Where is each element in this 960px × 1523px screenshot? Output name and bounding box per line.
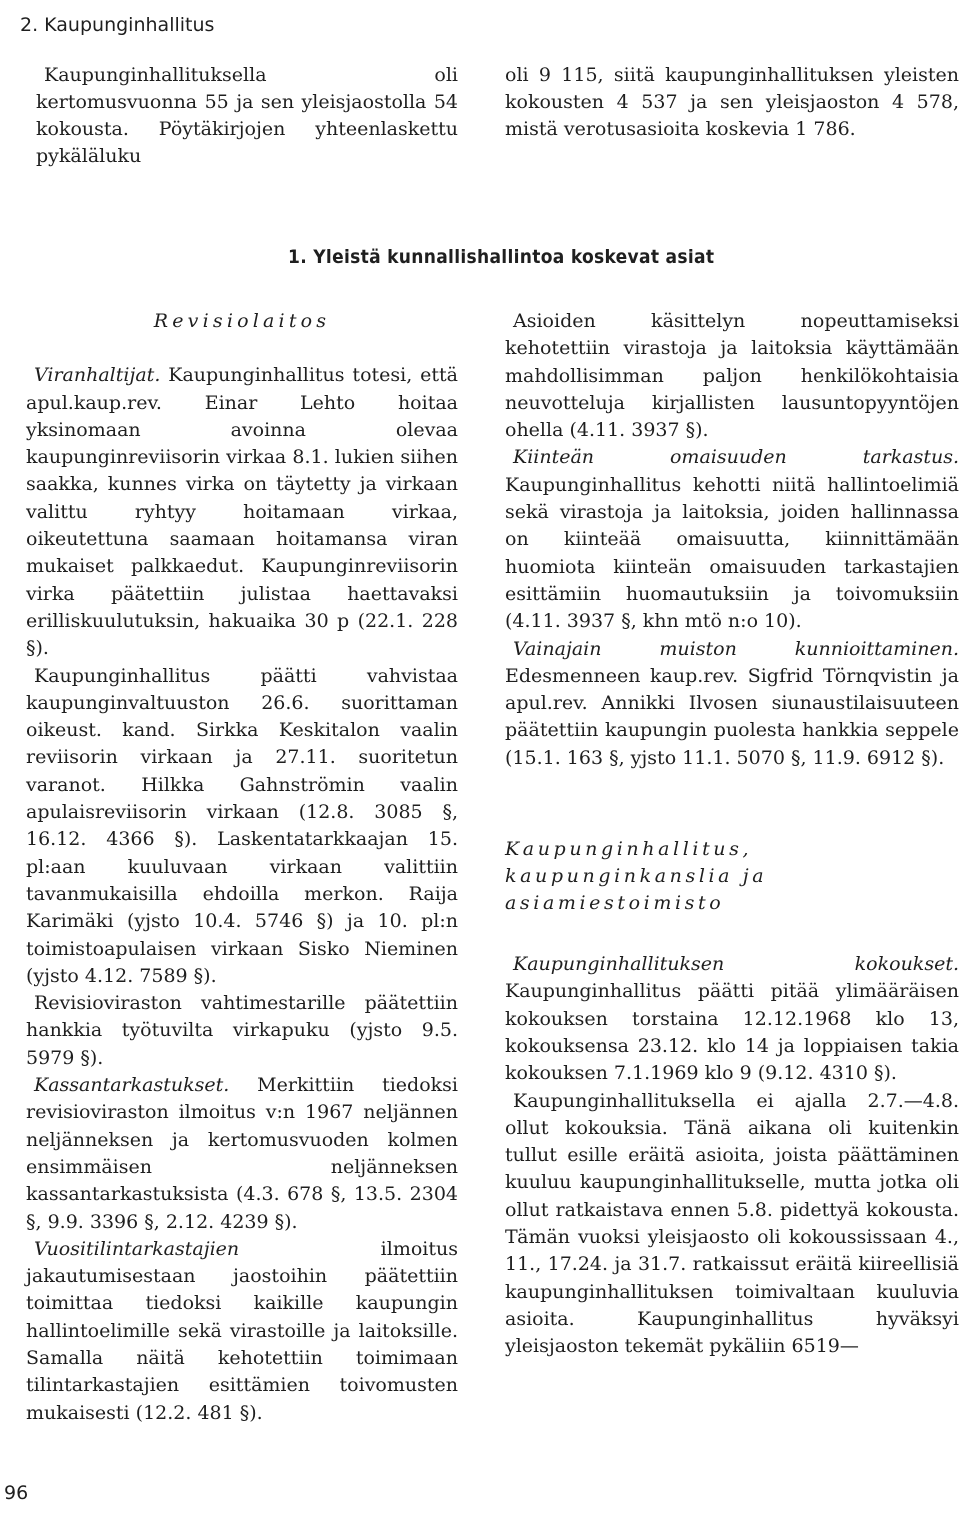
paragraph-vuositilintarkastajat <box>26 1236 458 1427</box>
paragraph-kesakokoukset: Kaupunginhallituksella ei ajalla 2.7.—4.8. ollut kokouksia. Tänä aikana oli kuitenkin tullut esille eräitä asioita, joista päättäminen kuuluu kaupunginhallitukselle, mutta jotka oli ollut ratkaistava ennen 5.8. pidettyä kokousta. Tämän vuoksi yleisjaosto oli kokoussissaan 4., 11., 17.24. ja 31.7. ratkaissut eräitä kiireellisiä kaupunginhallituksen toimivaltaan kuuluvia asioita. Kaupunginhallitus hyväksyi yleisjaoston tekemät pykäliin 6519— <box>505 1089 959 1358</box>
lead-vainajain-muisto: Vainajain muiston kunnioittaminen. <box>513 637 959 660</box>
text-vainajain-muisto: Edesmenneen kaup.rev. Sigfrid Törnqvistin ja apul.rev. Annikki Ilvosen siunaustilaisuuteen päätettiin kaupungin puolesta hankkia seppele (15.1. 163 §, yjsto 11.1. 5070 §, 11.9. 6912 §). <box>505 664 959 769</box>
text-vuositilintarkastajat: ilmoitus jakautumisestaan jaostoihin päätettiin toimittaa tiedoksi kaikille kaupungin hallintoelimille sekä virastoille ja laitoksille. Samalla näitä kehotettiin toimimaan tilintarkastajien esittämien toivomusten mukaisesti (12.2. 481 §). <box>26 1237 458 1424</box>
lead-kiintean-omaisuuden-tarkastus: Kiinteän omaisuuden tarkastus. <box>513 446 959 469</box>
page-number: 96 <box>4 1482 29 1504</box>
subheading-revisiolaitos: Revisiolaitos <box>153 310 331 332</box>
intro-right-text <box>505 62 959 143</box>
intro-left-paragraph: Kaupunginhallituksella oli kertomusvuonna 55 ja sen yleisjaostolla 54 kokousta. Pöytäkirjojen yhteenlaskettu pykäläluku <box>36 64 458 167</box>
subheading-kaupunginhallitus-kanslia: Kaupunginhallitus, kaupunginkanslia ja asiamiestoimisto <box>505 838 768 915</box>
text-kokoukset: Kaupunginhallitus päätti pitää ylimääräisen kokouksen torstaina 12.12.1968 klo 13, kokouksensa 23.12. klo 14 ja loppiaisen takia kokouksen 7.1.1969 klo 9 (9.12. 4310 §). <box>505 980 959 1085</box>
paragraph-kassantarkastukset <box>26 1072 458 1236</box>
intro-right-paragraph: oli 9 115, siitä kaupunginhallituksen yleisten kokousten 4 537 ja sen yleisjaoston 4 578, mistä verotusasioita koskevia 1 786. <box>505 64 959 140</box>
section-title: 1. Yleistä kunnallishallintoa koskevat asiat <box>288 246 715 268</box>
paragraph-viranhaltijat <box>26 362 458 662</box>
text-viranhaltijat: Kaupunginhallitus totesi, että apul.kaup.rev. Einar Lehto hoitaa yksinomaan avoinna olevaa kaupunginreviisorin virkaa 8.1. lukien siihen saakka, kunnes virka on täytetty ja virkaan valittu ryhtyy hoitamaan virkaa, oikeutettuna saamaan hoitamansa viran mukaiset palkkaedut. Kaupunginreviisorin virka päätettiin julistaa haettavaksi erilliskuulutuksin, hakuaika 30 p (22.1. 228 §). <box>26 364 458 660</box>
paragraph-vaalit: Kaupunginhallitus päätti vahvistaa kaupunginvaltuuston 26.6. suorittaman oikeust. kand. Sirkka Keskitalon vaalin reviisorin virkaan ja 27.11. suoritetun varanot. Hilkka Gahnströmin vaalin apulaisreviisorin virkaan (12.8. 3085 §, 16.12. 4366 §). Laskentatarkkaajan 15. pl:aan kuuluvaan virkaan valittiin tavanmukaisilla ehdoilla merkon. Raija Karimäki (yjsto 10.4. 5746 §) ja 10. pl:n toimistoapulaisen virkaan Sisko Nieminen (yjsto 4.12. 7589 §). <box>26 664 458 987</box>
lead-kokoukset: Kaupunginhallituksen kokoukset. <box>513 953 959 976</box>
left-column <box>26 308 458 1427</box>
paragraph-kiintean-omaisuuden-tarkastus <box>505 444 959 635</box>
lead-vuositilintarkastajat: Vuositilintarkastajien <box>34 1237 240 1260</box>
text-kassantarkastukset: Merkittiin tiedoksi revisioviraston ilmoitus v:n 1967 neljännen neljänneksen ja kertomusvuoden kolmen ensimmäisen neljänneksen kassantarkastuksista (4.3. 678 §, 13.5. 2304 §, 9.9. 3396 §, 2.12. 4239 §). <box>26 1074 458 1233</box>
paragraph-virkapuku: Revisioviraston vahtimestarille päätettiin hankkia työtuvilta virkapuku (yjsto 9.5. 5979 §). <box>26 992 458 1069</box>
lead-viranhaltijat: Viranhaltijat. <box>34 364 161 387</box>
text-kiintean-omaisuuden-tarkastus: Kaupunginhallitus kehotti niitä hallintoelimiä sekä virastoja ja laitoksia, joiden hallinnassa on kiinteää omaisuutta, kiinnittämään huomiota kiinteän omaisuuden tarkastajien esittämiin huomautuksiin ja toivomuksiin (4.11. 3937 §, khn mtö n:o 10). <box>505 473 959 633</box>
paragraph-vainajain-muisto <box>505 636 959 772</box>
lead-kassantarkastukset: Kassantarkastukset. <box>34 1074 230 1097</box>
paragraph-asioiden-kasittely: Asioiden käsittelyn nopeuttamiseksi kehotettiin virastoja ja laitoksia käyttämään mahdollisimman paljon henkilökohtaisia neuvotteluja kirjallisten lausuntopyyntöjen ohella (4.11. 3937 §). <box>505 310 959 442</box>
intro-left-text <box>36 62 458 170</box>
chapter-heading: 2. Kaupunginhallitus <box>20 14 215 36</box>
paragraph-kokoukset <box>505 951 959 1087</box>
right-column <box>505 308 959 1361</box>
